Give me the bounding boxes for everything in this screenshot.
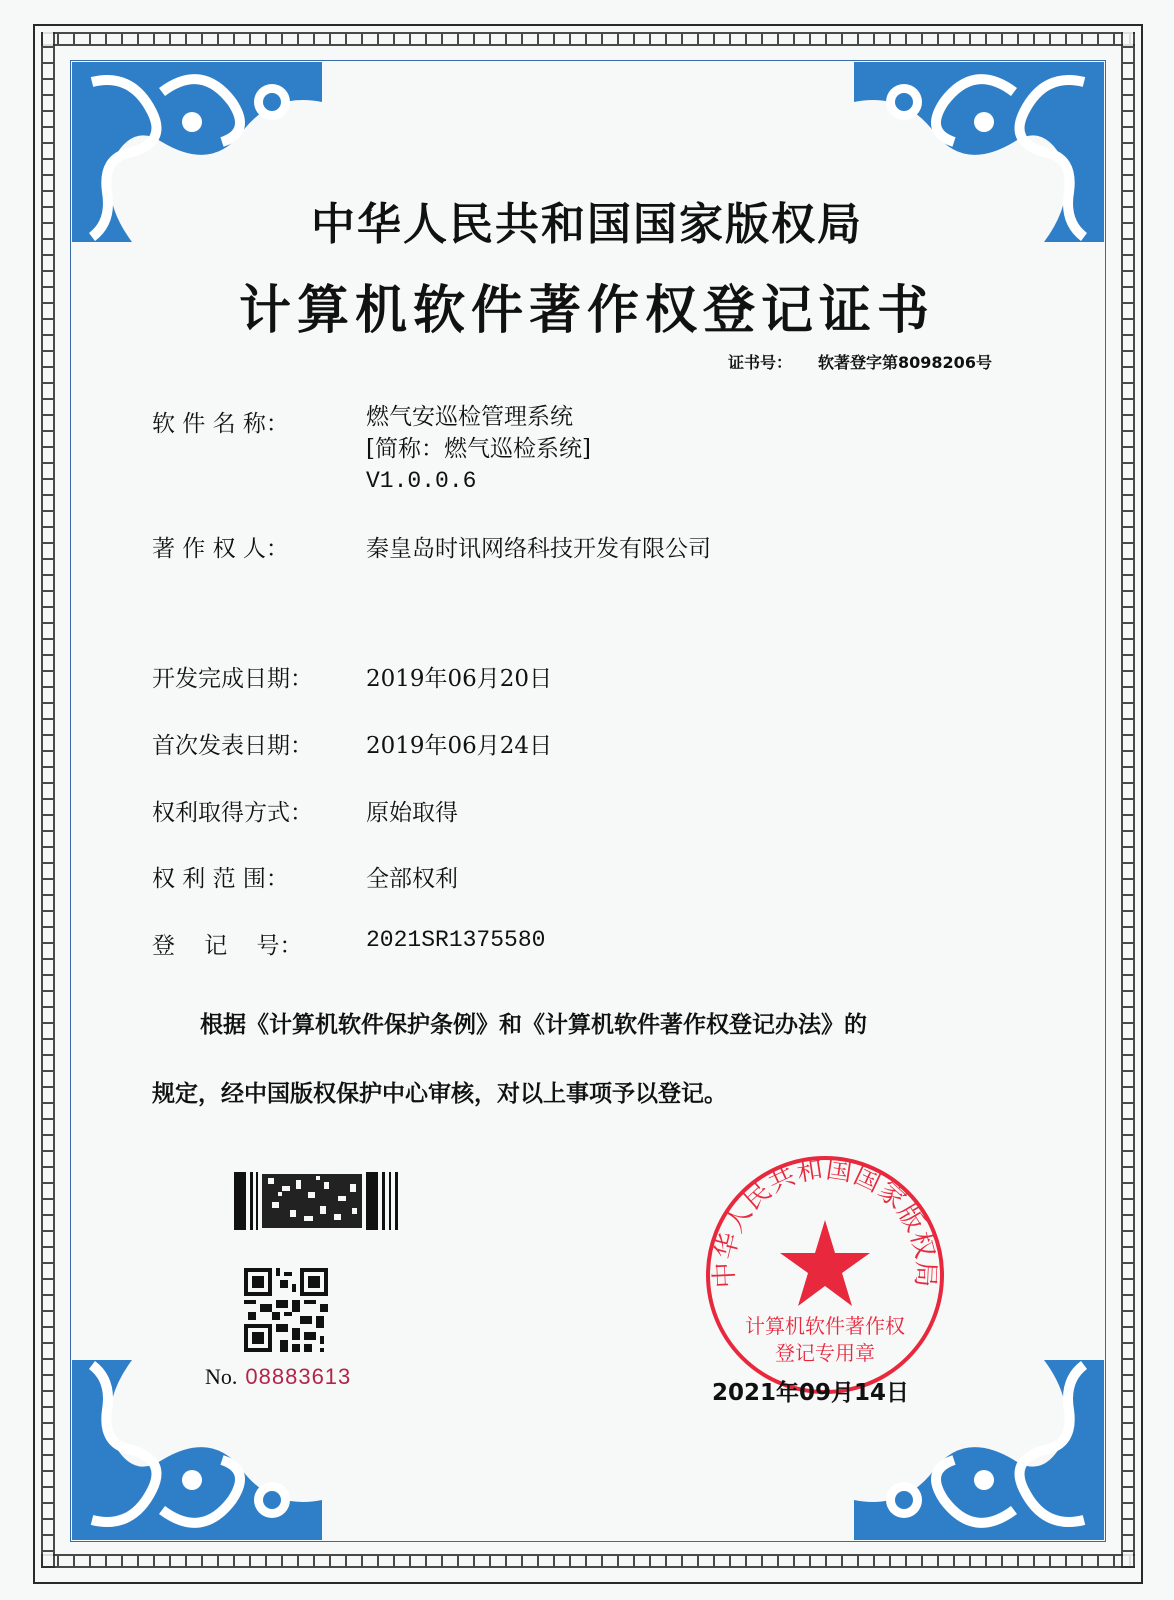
serial-number [205, 1364, 351, 1390]
first-publish-date-field [152, 727, 553, 760]
registration-number-field [152, 927, 546, 960]
software-full-name: 燃气安巡检管理系统 [366, 404, 573, 430]
copyright-owner-value: 秦皇岛时讯网络科技开发有限公司 [366, 536, 711, 562]
statement-line-1: 根据《计算机软件保护条例》和《计算机软件著作权登记办法》的 [200, 1012, 867, 1038]
serial-number-value: 08883613 [245, 1364, 352, 1389]
software-name-field [152, 404, 591, 494]
registration-number-value: 2021SR1375580 [366, 927, 546, 953]
fret-border-bottom [41, 1554, 1135, 1568]
completion-date-label: 开发完成日期： [152, 666, 313, 692]
acquisition-method-field [152, 794, 458, 827]
certificate-number-label: 证书号： [728, 353, 793, 372]
certificate-number-value: 软著登字第8098206号 [818, 353, 992, 372]
issue-date: 2021年09月14日 [712, 1380, 910, 1406]
registration-number-label: 登 记 号： [152, 933, 303, 959]
acquisition-method-label: 权利取得方式： [152, 800, 313, 826]
statement-line-2: 规定，经中国版权保护中心审核，对以上事项予以登记。 [152, 1081, 727, 1107]
fret-border-left [41, 32, 55, 1568]
rights-scope-label: 权 利 范 围： [152, 866, 289, 892]
software-name-label: 软 件 名 称： [152, 411, 289, 437]
certificate-title: 计算机软件著作权登记证书 [238, 281, 935, 341]
certificate-number [728, 350, 992, 373]
rights-scope-field [152, 860, 458, 893]
copyright-owner-field [152, 530, 711, 563]
seal-outer-text: 中华人民共和国国家版权局 [709, 1154, 941, 1289]
completion-date-value: 2019年06月20日 [366, 666, 553, 692]
serial-prefix: No. [205, 1364, 238, 1389]
issuing-authority: 中华人民共和国国家版权局 [311, 199, 863, 250]
seal-inner-line-2: 登记专用章 [775, 1341, 875, 1365]
fret-border-right [1121, 32, 1135, 1568]
barcode-icon [234, 1172, 400, 1230]
software-version: V1.0.0.6 [366, 468, 477, 494]
software-short-name: [简称：燃气巡检系统] [366, 436, 591, 462]
software-name-value [366, 401, 591, 497]
seal-inner-line-1: 计算机软件著作权 [745, 1314, 905, 1338]
first-publish-date-value: 2019年06月24日 [366, 733, 553, 759]
completion-date-field [152, 660, 553, 693]
fret-border-top [41, 32, 1135, 46]
acquisition-method-value: 原始取得 [366, 800, 458, 826]
qr-code-icon [244, 1268, 328, 1352]
first-publish-date-label: 首次发表日期： [152, 733, 313, 759]
copyright-owner-label: 著 作 权 人： [152, 536, 289, 562]
official-seal-icon [700, 1150, 950, 1400]
rights-scope-value: 全部权利 [366, 866, 458, 892]
